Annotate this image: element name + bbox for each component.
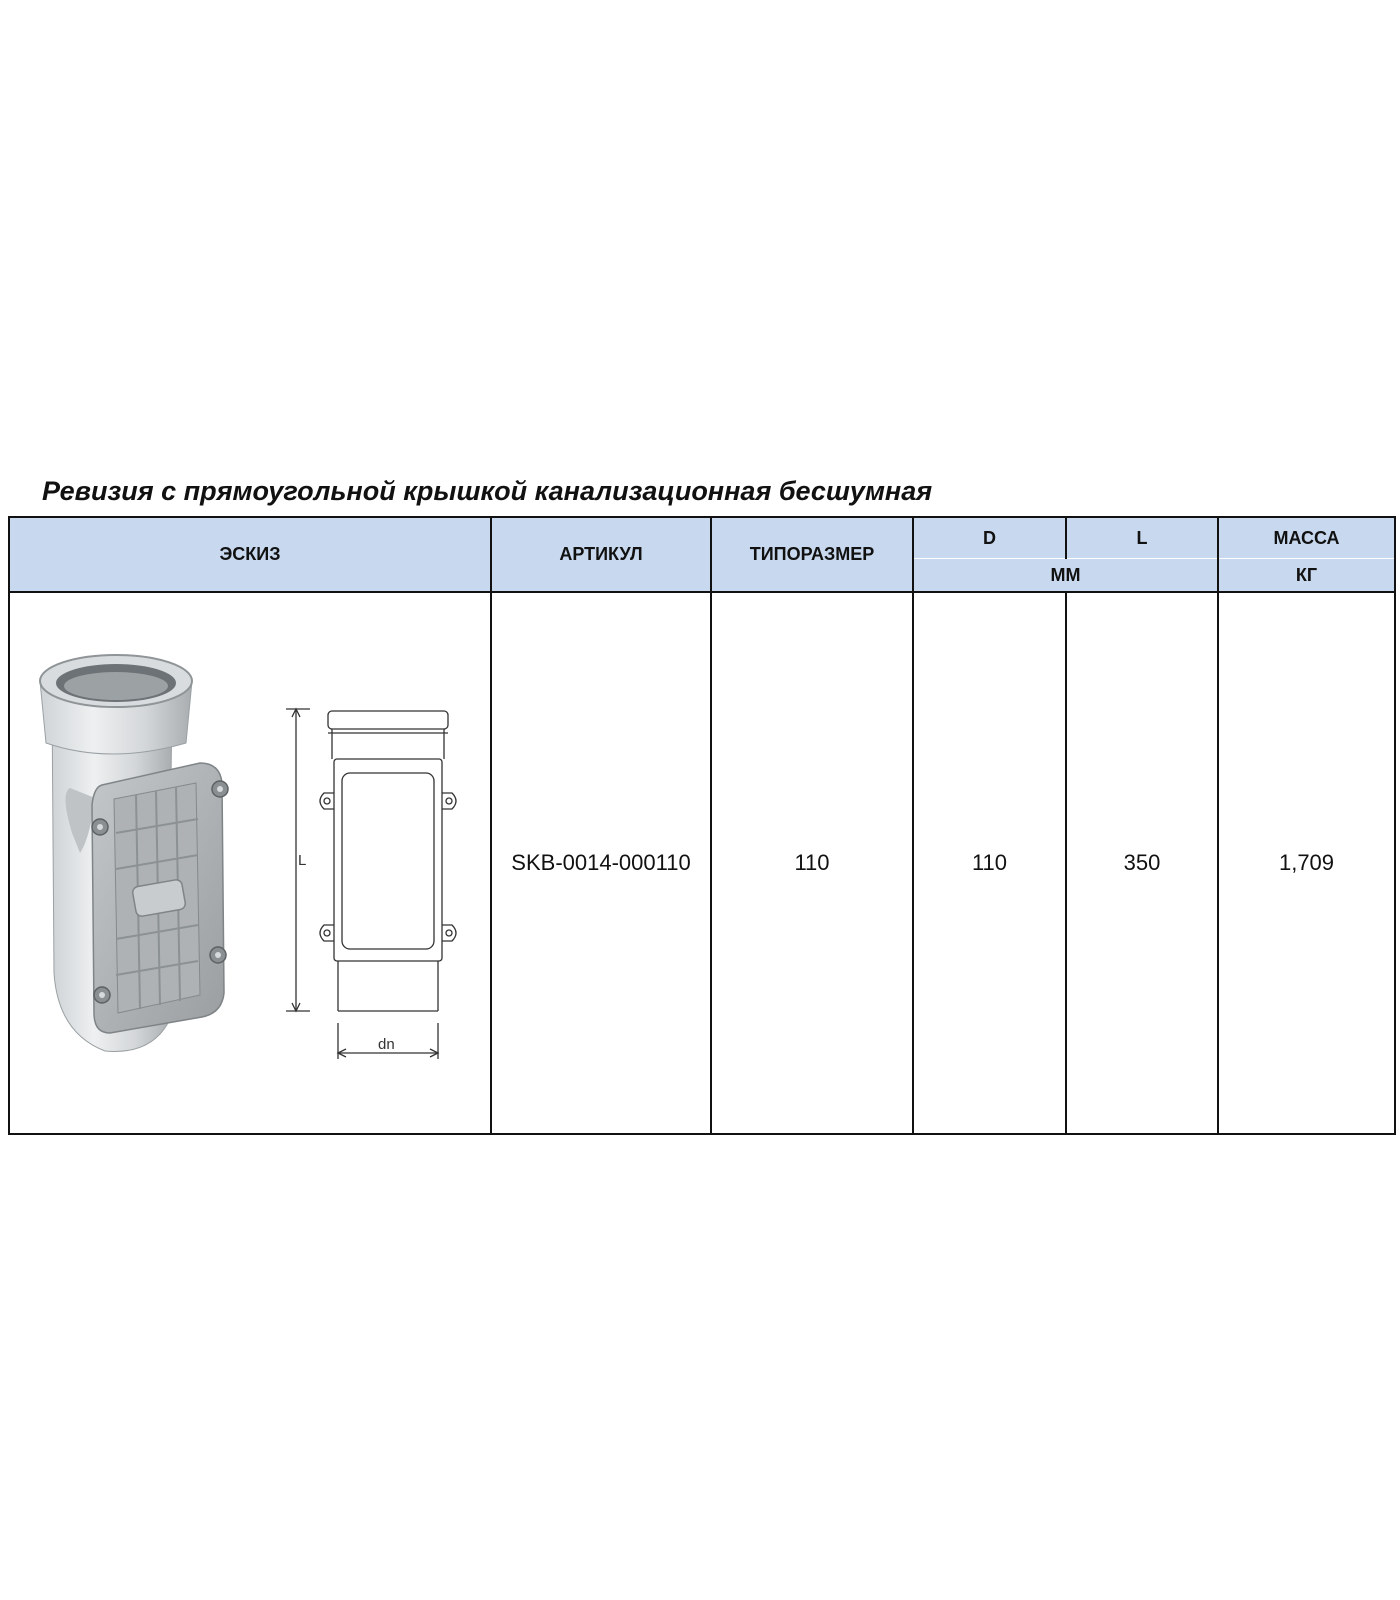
label-l: L: [298, 852, 307, 869]
page-title: Ревизия с прямоугольной крышкой канализационная бесшумная: [42, 476, 933, 506]
header-unit-kg: КГ: [1218, 559, 1395, 593]
cell-size: 110: [711, 592, 913, 1134]
header-l: L: [1066, 517, 1218, 559]
label-dn: dn: [378, 1036, 395, 1053]
header-unit-mm: ММ: [913, 559, 1218, 593]
technical-drawing: [286, 709, 456, 1059]
header-mass: МАССА: [1218, 517, 1395, 559]
table-row: [9, 592, 1395, 1134]
pipe-render: [40, 655, 228, 1051]
cell-mass: 1,709: [1218, 592, 1395, 1134]
header-d: D: [913, 517, 1066, 559]
product-image: [10, 593, 490, 1133]
header-sketch: ЭСКИЗ: [9, 517, 491, 592]
cell-d: 110: [913, 592, 1066, 1134]
cell-article: SKB-0014-000110: [491, 592, 711, 1134]
sketch-cell: [9, 592, 491, 1134]
cell-l: 350: [1066, 592, 1218, 1134]
header-row: [9, 517, 1395, 559]
header-size: ТИПОРАЗМЕР: [711, 517, 913, 592]
spec-table: [8, 516, 1396, 1135]
header-article: АРТИКУЛ: [491, 517, 711, 592]
